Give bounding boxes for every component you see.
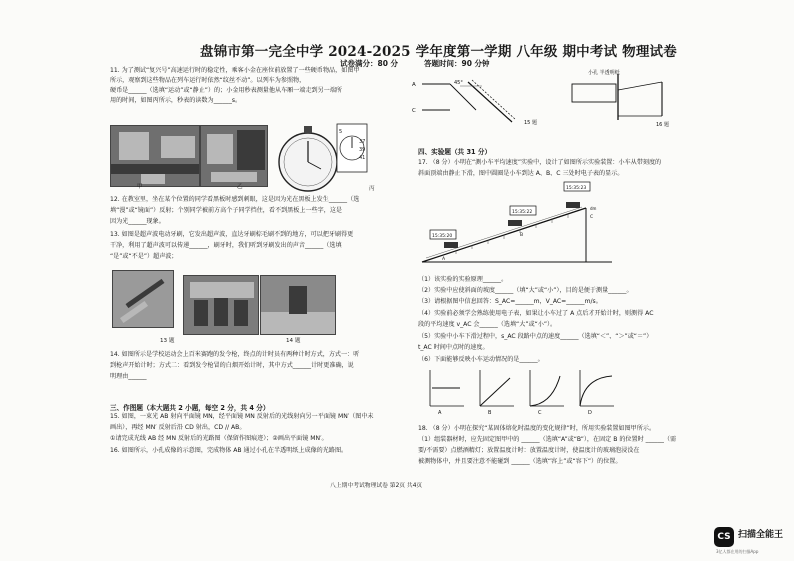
svg-text:41: 41: [359, 155, 366, 161]
graph-c: [530, 370, 564, 406]
q18-line1: 18. （8 分）小明在探究“某固体熔化时温度的变化规律”时，所用实验装置如图甲所示。: [418, 425, 656, 432]
q15-label-angle: 45°: [454, 80, 463, 86]
q15-label-c: C: [412, 108, 416, 114]
q18-line4: 被测物体中，并且要注意不能碰到 ______（选填“容上”或“容下”）的位置。: [418, 458, 622, 465]
q15-label-a: A: [412, 82, 416, 88]
svg-text:39: 39: [359, 147, 366, 153]
camscanner-subtitle: 3亿人都在用的扫描App: [716, 549, 759, 554]
q17-motion-graphs: [424, 368, 624, 416]
q13-photo: [112, 270, 174, 328]
q16-line1: 16. 如图所示，小孔成像的示意图，完成物体 AB 通过小孔在半透明纸上成像的光路图。: [110, 447, 348, 454]
q18-line3: 要/不需要）点燃酒精灯；放置温度计时：放置温度计时，使温度计的玻璃泡浸没在: [418, 447, 640, 454]
q17-label-b: B: [520, 233, 524, 238]
q17-clock-b: 15:35:22: [512, 210, 533, 215]
q11-label-bing: 丙: [369, 186, 375, 192]
q11-photo-yi: [200, 125, 268, 187]
q11-line1: 11. 为了测试“复兴号”高速运行时的稳定性，乘客小金在座位前放置了一些硬币物品，如图甲: [110, 67, 360, 74]
q17-line2: 斜面顶端由静止下滑，图中圆圈是小车到达 A、B、C 三处时电子表的显示。: [418, 170, 624, 177]
q17-4a: （4）实验前必须学会熟练使用电子表，如果让小车过了 A 点后才开始计时，则测得 AC: [418, 310, 654, 317]
q16-pinhole-figure: [558, 64, 688, 132]
q15-line3: ①请完成光线 AB 经 MN 反射后的光路图（保留作图痕迹）；②画出平面镜 MN′。: [110, 435, 328, 442]
q17-label-a: A: [442, 257, 446, 262]
q17-5a: （5）实验中小车下滑过程中，s_AC 段路中点的速度______（选填“＜”、“＞”或“＝”）: [418, 333, 653, 340]
q17-incline-figure: [416, 178, 616, 270]
q11-line2: 所示，观察到这些物品在列车运行时依然“纹丝不动”。以列车为参照物，: [110, 77, 306, 84]
full-score: 试卷满分：80 分: [340, 59, 399, 68]
q17-5b: t_AC 时间中点时的速度。: [418, 344, 489, 351]
q18-line2: （1）组装器材时，应先固定图甲中的 ______（选填“A”或“B”），在固定 B 的位置时 ______（需: [418, 436, 677, 443]
exam-time: 答题时间：90 分钟: [424, 59, 490, 68]
q15-mirror-figure: [412, 72, 542, 132]
graph-d: [580, 370, 614, 406]
section-4-heading: 四、实验题（共 31 分）: [418, 148, 492, 156]
q15-line1: 15. 如图，一束光 AB 射向平面镜 MN，经平面镜 MN 反射后的光线射向另一平面镜 MN′（图中未: [110, 413, 374, 420]
q11-line4: 用的时间，如图丙所示，秒表的读数为______s。: [110, 97, 242, 104]
q12-line1: 12. 在教室里，坐在某个位置的同学看黑板时感到刺眼，这是因为光在黑板上发生______（选: [110, 196, 360, 203]
q14-line1: 14. 如图所示是学校运动会上百米赛跑的发令枪，终点的计时员有两种计时方式，方式一：听: [110, 351, 360, 358]
q16-label-pinhole: 小孔 半透明纸: [588, 70, 620, 76]
graph-b-label: B: [488, 410, 492, 416]
q11-label-jia: 甲: [137, 184, 143, 190]
q15-line2: 画出），再经 MN′ 反射后沿 CD 射出，CD // AB。: [110, 424, 246, 431]
camscanner-name: 扫描全能王: [738, 530, 784, 540]
q16-label-fig: 16 题: [656, 122, 669, 128]
q17-line1: 17. （8 分）小明在“测小车平均速度”实验中，设计了如图所示实验装置：小车从带刻度的: [418, 159, 662, 166]
q17-label-c: C: [590, 215, 594, 220]
q14-line3: 明理由______: [110, 373, 147, 380]
q14-fig-label: 14 题: [286, 338, 301, 344]
exam-title: 盘锦市第一完全中学 2024-2025 学年度第一学期 八年级 期中考试 物理试卷: [200, 44, 677, 60]
graph-a-label: A: [438, 410, 442, 416]
q14-photo-runners: [183, 275, 259, 335]
q11-line3: 硬币是______（选填“运动”或“静止”）的；小金用秒表测量他从车厢一端走到另一端所: [110, 87, 343, 94]
graph-c-label: C: [538, 410, 542, 416]
q17-1: （1）该实验的实验原理______。: [418, 276, 508, 283]
q11-photo-jia: [110, 125, 200, 187]
graph-b: [480, 370, 514, 406]
q14-photo-track: [260, 275, 336, 335]
q14-line2: 到枪声开始计时；方式二：看到发令枪冒的白烟开始计时，其中方式______计时更准确，说: [110, 362, 354, 369]
q17-clock-a: 15:35:20: [432, 234, 453, 239]
q17-4b: 段的平均速度 v_AC 会______（选填“大”或“小”）。: [418, 321, 557, 328]
q15-label-fig: 15 题: [524, 120, 537, 126]
q17-label-dm: dm: [590, 206, 597, 211]
q17-clock-c: 15:35:23: [566, 186, 587, 191]
q13-line2: 干净，利用了超声波可以传递______，刷牙时，我们听到牙刷发出的声音______（选填: [110, 242, 342, 249]
q17-2: （2）实验中应使斜面的坡度______（填“大”或“小”），目的是便于测量______。: [418, 287, 633, 294]
q12-line3: 因为光______现象。: [110, 218, 165, 225]
q13-line3: “是”或“不是”）超声波；: [110, 253, 178, 260]
q12-line2: 填“漫”或“镜面”）反射；个别同学被前方高个子同学挡住，看不到黑板上一些字，这是: [110, 207, 343, 214]
q13-line1: 13. 如图是超声波电动牙刷，它发出超声波，直达牙刷棕毛刷不到的地方，可以把牙刷得更: [110, 231, 354, 238]
q17-3: （3）请根据图中信息回答：S_AC=______m，V_AC=______m/s。: [418, 298, 602, 305]
q13-fig-label: 13 题: [160, 338, 175, 344]
q11-stopwatch-figure: [275, 115, 370, 193]
svg-text:37: 37: [359, 139, 366, 145]
camscanner-logo-icon: CS: [714, 527, 734, 547]
page-footer: 八上期中考试物理试卷 第2页 共4页: [330, 483, 423, 489]
q17-6: （6）下面能够反映小车运动情况的是______。: [418, 356, 544, 363]
section-3-heading: 三、作图题（本大题共 2 小题，每空 2 分，共 4 分）: [110, 404, 270, 412]
graph-d-label: D: [588, 410, 592, 416]
q11-label-yi: 乙: [237, 184, 243, 190]
svg-text:5: 5: [339, 129, 343, 135]
graph-a: [430, 370, 464, 406]
